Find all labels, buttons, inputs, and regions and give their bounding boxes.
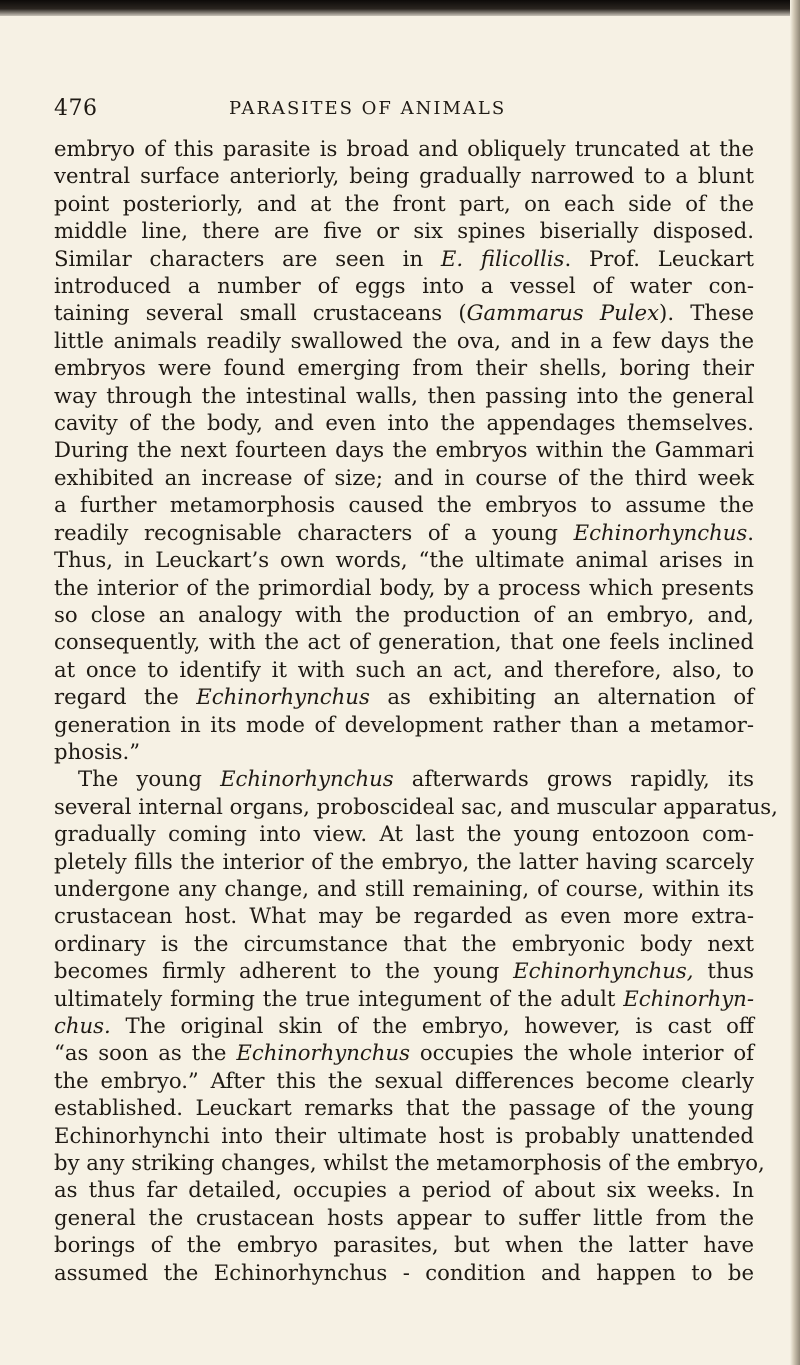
text-segment: assumed the Echinorhynchus - condition and happen to be <box>54 1259 754 1285</box>
text-line <box>54 190 754 217</box>
text-line <box>54 738 754 765</box>
text-segment: a further metamorphosis caused the embryos to assume the <box>54 492 754 518</box>
text-segment: undergone any change, and still remaining, of course, within its <box>54 875 754 901</box>
text-line <box>54 1012 754 1039</box>
running-head: PARASITES OF ANIMALS <box>229 98 507 119</box>
text-line <box>54 409 754 436</box>
text-segment: ventral surface anteriorly, being gradually narrowed to a blunt <box>54 163 754 189</box>
text-segment: pletely fills the interior of the embryo, the latter having scarcely <box>54 848 754 874</box>
italic-term: chus. <box>54 1013 111 1038</box>
text-segment: cavity of the body, and even into the appendages themselves. <box>54 410 754 436</box>
text-line <box>54 574 754 601</box>
text-segment: During the next fourteen days the embryos within the Gammari <box>54 437 754 463</box>
text-segment: ordinary is the circumstance that the embryonic body next <box>54 930 754 956</box>
text-line <box>54 519 754 546</box>
text-line <box>54 601 754 628</box>
italic-term: Echinorhynchus, <box>513 958 694 984</box>
italic-term: Echinorhynchus <box>196 684 370 710</box>
text-segment: embryos were found emerging from their shells, boring their <box>54 355 754 381</box>
text-line <box>54 272 754 299</box>
text-line <box>54 1204 754 1231</box>
text-segment: phosis.” <box>54 738 141 764</box>
text-line <box>54 957 754 984</box>
text-line <box>54 491 754 518</box>
text-line <box>54 1176 754 1203</box>
text-line <box>54 217 754 244</box>
text-segment: The young <box>78 766 221 792</box>
text-line <box>54 711 754 738</box>
text-segment: little animals readily swallowed the ova, and in a few days the <box>54 327 754 353</box>
text-line <box>54 793 778 820</box>
text-segment: . Prof. Leuckart <box>564 245 754 271</box>
text-line <box>54 299 754 326</box>
page-top-shadow <box>0 0 800 16</box>
text-line <box>54 1039 754 1066</box>
italic-term: Echinorhyn- <box>623 985 754 1011</box>
text-segment: The original skin of the embryo, however, is cast off <box>110 1013 754 1038</box>
text-line <box>54 135 754 162</box>
text-segment: crustacean host. What may be regarded as even more extra- <box>54 903 754 929</box>
text-line <box>54 875 754 902</box>
text-segment: way through the intestinal walls, then passing into the general <box>54 382 754 408</box>
text-segment: gradually coming into view. At last the young entozoon com- <box>54 821 754 847</box>
text-line <box>54 245 754 272</box>
body-text <box>54 135 778 1286</box>
text-segment: middle line, there are five or six spines biserially disposed. <box>54 218 754 244</box>
text-line <box>54 1094 754 1121</box>
text-line <box>54 985 754 1012</box>
italic-term: Echinorhynchus <box>573 519 748 545</box>
text-segment: at once to identify it with such an act, and therefore, also, to <box>54 656 754 682</box>
page-right-edge <box>790 0 800 1365</box>
page-number: 476 <box>54 96 98 121</box>
text-line <box>54 930 754 957</box>
text-line <box>54 765 754 792</box>
text-segment: . <box>747 519 754 545</box>
text-segment: several internal organs, proboscideal sac, and muscular apparatus, <box>54 793 778 819</box>
text-segment: ). These <box>659 300 755 326</box>
text-segment: so close an analogy with the production of an embryo, and, <box>54 601 754 627</box>
text-segment: generation in its mode of development rather than a metamor- <box>54 711 754 737</box>
text-segment: embryo of this parasite is broad and obliquely truncated at the <box>54 136 754 161</box>
text-segment: taining several small crustaceans ( <box>54 300 467 326</box>
text-segment: by any striking changes, whilst the metamorphosis of the embryo, <box>54 1150 765 1176</box>
text-segment: afterwards grows rapidly, its <box>393 766 754 792</box>
text-segment: thus <box>693 958 754 984</box>
italic-term: Echinorhynchus <box>220 766 394 792</box>
text-segment: regard the <box>54 684 197 710</box>
text-line <box>54 436 754 463</box>
text-segment: introduced a number of eggs into a vessel of water con- <box>54 273 754 299</box>
text-segment: Thus, in Leuckart’s own words, “the ultimate animal arises in <box>54 547 754 573</box>
text-line <box>54 848 754 875</box>
text-line <box>54 628 754 655</box>
text-line <box>54 656 754 683</box>
text-line <box>54 327 754 354</box>
text-segment: ultimately forming the true integument of the adult <box>54 985 624 1011</box>
text-line <box>54 1067 754 1094</box>
text-segment: “as soon as the <box>54 1040 237 1066</box>
italic-term: Echinorhynchus <box>236 1040 410 1066</box>
text-segment: consequently, with the act of generation, that one feels inclined <box>54 629 754 655</box>
text-segment: readily recognisable characters of a young <box>54 519 574 545</box>
text-line <box>54 162 754 189</box>
text-segment: exhibited an increase of size; and in course of the third week <box>54 464 754 490</box>
page-header <box>54 96 754 126</box>
text-segment: borings of the embryo parasites, but when the latter have <box>54 1232 754 1258</box>
text-segment: the interior of the primordial body, by a process which presents <box>54 574 754 600</box>
text-line <box>54 1149 765 1176</box>
text-line <box>54 354 754 381</box>
text-line <box>54 464 754 491</box>
text-line <box>54 382 754 409</box>
text-line <box>54 820 754 847</box>
text-line <box>54 683 754 710</box>
italic-term: E. filicollis <box>440 245 565 271</box>
text-segment: as thus far detailed, occupies a period of about six weeks. In <box>54 1177 754 1203</box>
italic-term: Gammarus Pulex <box>466 300 660 326</box>
text-line <box>54 1122 754 1149</box>
text-segment: general the crustacean hosts appear to suffer little from the <box>54 1204 754 1230</box>
text-segment: becomes firmly adherent to the young <box>54 958 514 984</box>
text-segment: established. Leuckart remarks that the passage of the young <box>54 1095 754 1121</box>
text-line <box>54 902 754 929</box>
text-line <box>54 1259 754 1286</box>
text-segment: Echinorhynchi into their ultimate host is probably unattended <box>54 1122 754 1148</box>
text-segment: point posteriorly, and at the front part, on each side of the <box>54 190 754 216</box>
text-segment: the embryo.” After this the sexual differences become clearly <box>54 1067 754 1093</box>
text-segment: occupies the whole interior of <box>409 1040 754 1066</box>
text-segment: Similar characters are seen in <box>54 245 441 271</box>
text-line <box>54 546 754 573</box>
text-segment: as exhibiting an alternation of <box>369 684 754 710</box>
text-line <box>54 1231 754 1258</box>
